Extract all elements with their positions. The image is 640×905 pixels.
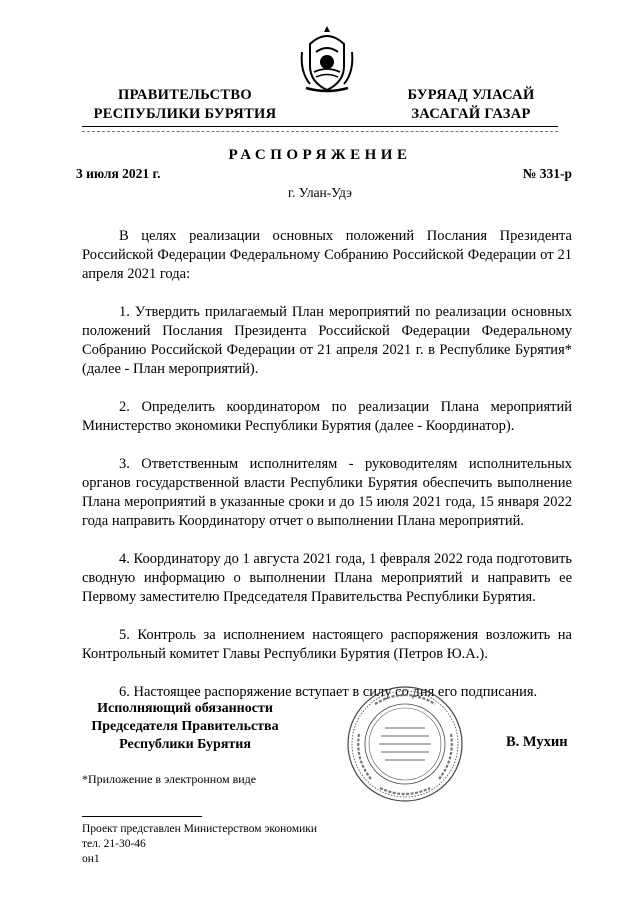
item-paragraph-6: 6. Настоящее распоряжение вступает в силу со дня его подписания. <box>119 684 538 700</box>
header-right-line2: ЗАСАГАЙ ГАЗАР <box>411 106 531 122</box>
footer-line1: Проект представлен Министерством экономики <box>82 823 318 835</box>
intro-paragraph: В целях реализации основных положений Послания Президента Российской Федерации Федеральному Собранию Российской Федерации от 21 апреля 2021 года: <box>82 228 572 282</box>
header-left-block <box>74 86 296 124</box>
footer-line2: тел. 21-30-46 <box>82 838 146 850</box>
signature-line1: Исполняющий обязанности <box>97 701 273 716</box>
signer-name: В. Мухин <box>506 734 568 750</box>
document-title: РАСПОРЯЖЕНИЕ <box>228 147 412 163</box>
header-divider <box>82 126 558 127</box>
footer-block <box>82 822 317 867</box>
signature-position <box>80 700 290 754</box>
document-date: 3 июля 2021 г. <box>76 166 161 181</box>
header-left-line1: ПРАВИТЕЛЬСТВО <box>118 87 252 103</box>
signature-line3: Республики Бурятия <box>119 737 251 752</box>
header-divider-dashed <box>82 131 558 132</box>
attachment-note: *Приложение в электронном виде <box>82 772 257 786</box>
item-paragraph-2: 2. Определить координатором по реализации Плана мероприятий Министерство экономики Республики Бурятия (далее - Координатор). <box>82 399 572 434</box>
document-body <box>82 227 572 721</box>
document-number: № 331-р <box>522 166 572 181</box>
footer-divider <box>82 816 202 817</box>
footer-line3: он1 <box>82 853 100 865</box>
official-seal-icon <box>345 684 465 804</box>
document-city: г. Улан-Удэ <box>288 185 352 200</box>
item-paragraph-3: 3. Ответственным исполнителям - руководителям исполнительных органов государственной власти Республики Бурятия обеспечить выполнение Плана мероприятий в указанные сроки и до 15 июля 2021 года, 15 января 2022 года направить Координатору отчет о выполнении Плана мероприятий. <box>82 456 572 529</box>
header-left-line2: РЕСПУБЛИКИ БУРЯТИЯ <box>93 106 277 122</box>
item-paragraph-5: 5. Контроль за исполнением настоящего распоряжения возложить на Контрольный комитет Главы Республики Бурятия (Петров Ю.А.). <box>82 627 572 662</box>
item-paragraph-1: 1. Утвердить прилагаемый План мероприятий по реализации основных положений Послания Президента Российской Федерации Федеральному Собранию Российской Федерации от 21 апреля 2021 г. в Республике Бурятия* (далее - План мероприятий). <box>82 304 572 377</box>
signature-line2: Председателя Правительства <box>91 719 279 734</box>
item-paragraph-4: 4. Координатору до 1 августа 2021 года, 1 февраля 2022 года подготовить сводную информацию о выполнении Плана мероприятий и направить ее Первому заместителю Председателя Правительства Республики Бурятия. <box>82 551 572 605</box>
header-right-block <box>404 86 538 124</box>
header-right-line1: БУРЯАД УЛАСАЙ <box>407 87 535 103</box>
coat-of-arms-icon <box>296 22 358 94</box>
